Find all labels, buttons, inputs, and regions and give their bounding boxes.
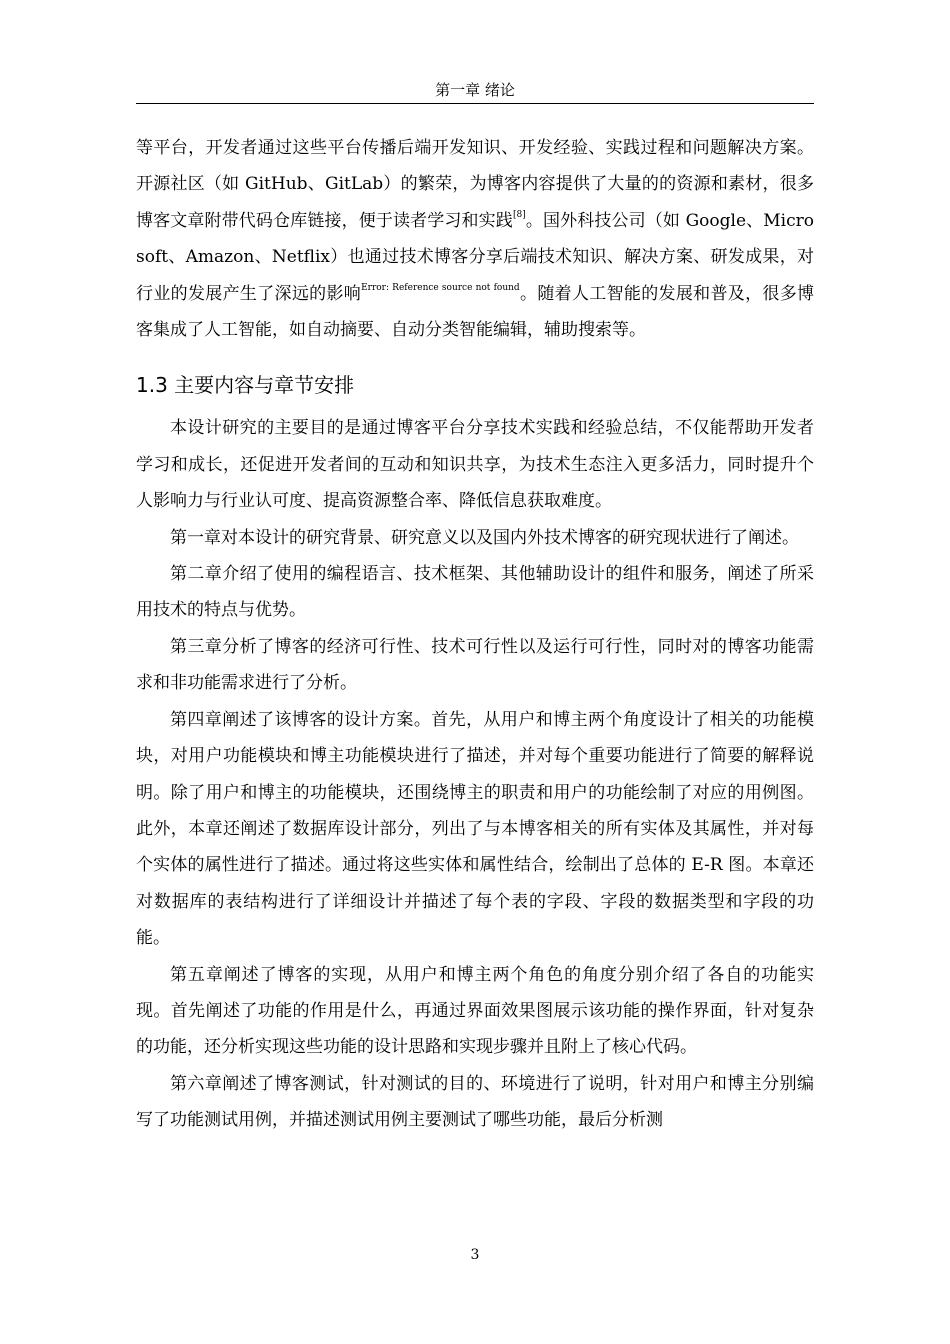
intro-paragraph bbox=[136, 130, 814, 348]
page-number: 3 bbox=[470, 1247, 480, 1263]
paragraph-chapter-1: 第一章对本设计的研究背景、研究意义以及国内外技术博客的研究现状进行了阐述。 bbox=[170, 527, 799, 548]
section-heading: 1.3 主要内容与章节安排 bbox=[136, 373, 355, 398]
page-body bbox=[136, 130, 814, 1139]
header-rule bbox=[136, 103, 814, 104]
intro-text-part1: 等平台，开发者通过这些平台传播后端开发知识、开发经验、实践过程和问题解决方案。开源社区（如 GitHub、GitLab）的繁荣，为博客内容提供了大量的的资源和素材，很多博客文章附带代码仓库链接，便于读者学习和实践 bbox=[136, 138, 814, 231]
paragraph-purpose: 本设计研究的主要目的是通过博客平台分享技术实践和经验总结，不仅能帮助开发者学习和成长，还促进开发者间的互动和知识共享，为技术生态注入更多活力，同时提升个人影响力与行业认可度、提高资源整合率、降低信息获取难度。 bbox=[136, 418, 814, 512]
paragraph-chapter-4: 第四章阐述了该博客的设计方案。首先，从用户和博主两个角度设计了相关的功能模块，对用户功能模块和博主功能模块进行了描述，并对每个重要功能进行了简要的解释说明。除了用户和博主的功能模块，还围绕博主的职责和用户的功能绘制了对应的用例图。此外，本章还阐述了数据库设计部分，列出了与本博客相关的所有实体及其属性，并对每个实体的属性进行了描述。通过将这些实体和属性结合，绘制出了总体的 E-R 图。本章还对数据库的表结构进行了详细设计并描述了每个表的字段、字段的数据类型和字段的功能。 bbox=[136, 709, 814, 949]
citation-8: [8] bbox=[512, 209, 526, 220]
running-header-title: 第一章 绪论 bbox=[435, 81, 515, 99]
intro-text-part3: 。随着人工智能的发展和普及，很多博客集成了人工智能，如自动摘要、自动分类智能编辑，辅助搜索等。 bbox=[136, 283, 815, 341]
paragraph-chapter-2: 第二章介绍了使用的编程语言、技术框架、其他辅助设计的组件和服务，阐述了所采用技术的特点与优势。 bbox=[136, 564, 814, 621]
paragraph-chapter-3: 第三章分析了博客的经济可行性、技术可行性以及运行可行性，同时对的博客功能需求和非功能需求进行了分析。 bbox=[136, 636, 814, 694]
paragraph-chapter-5: 第五章阐述了博客的实现，从用户和博主两个角色的角度分别介绍了各自的功能实现。首先阐述了功能的作用是什么，再通过界面效果图展示该功能的操作界面，针对复杂的功能，还分析实现这些功能的设计思路和实现步骤并且附上了核心代码。 bbox=[136, 964, 814, 1058]
citation-error: Error: Reference source not found bbox=[361, 282, 520, 293]
paragraph-chapter-6: 第六章阐述了博客测试，针对测试的目的、环境进行了说明，针对用户和博主分别编写了功能测试用例，并描述测试用例主要测试了哪些功能，最后分析测 bbox=[136, 1073, 814, 1131]
intro-text-part2: 。国外科技公司（如 Google、Microsoft、Amazon、Netflix）也通过技术博客分享后端技术知识、解决方案、研发成果，对行业的发展产生了深远的影响 bbox=[136, 210, 815, 304]
